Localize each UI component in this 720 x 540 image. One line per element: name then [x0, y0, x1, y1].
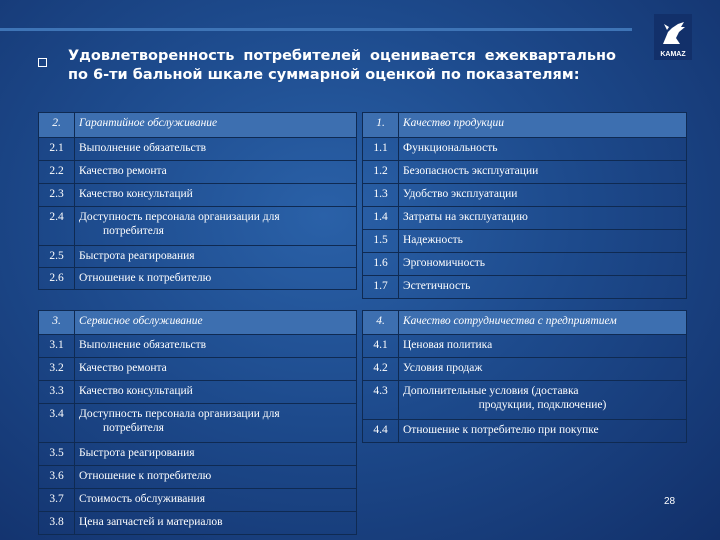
section-number: 4. [363, 311, 399, 335]
table-row [39, 335, 357, 358]
row-number: 2.6 [39, 268, 75, 290]
table-row [39, 489, 357, 512]
table-row [363, 381, 687, 420]
table-row [363, 161, 687, 184]
row-number: 3.6 [39, 466, 75, 489]
table-row [363, 207, 687, 230]
row-number: 2.5 [39, 246, 75, 268]
row-label-line: потребителя [103, 422, 164, 434]
table-header-row [363, 311, 687, 335]
table-row [39, 404, 357, 443]
product-quality-table [362, 112, 687, 299]
table-row [39, 184, 357, 207]
table-row [363, 253, 687, 276]
row-label: Выполнение обязательств [75, 138, 357, 161]
table-row [363, 420, 687, 443]
row-number: 3.7 [39, 489, 75, 512]
table-row [39, 358, 357, 381]
row-number: 1.1 [363, 138, 399, 161]
row-number: 4.1 [363, 335, 399, 358]
table-row [39, 246, 357, 268]
section-title: Сервисное обслуживание [75, 311, 357, 335]
row-label: Отношение к потребителю [75, 466, 357, 489]
table-row [363, 358, 687, 381]
row-label [75, 404, 357, 443]
row-number: 3.2 [39, 358, 75, 381]
warranty-table [38, 112, 357, 290]
row-number: 3.4 [39, 404, 75, 443]
row-label: Качество ремонта [75, 358, 357, 381]
section-title: Качество продукции [399, 113, 687, 138]
row-label: Функциональность [399, 138, 687, 161]
table-row [363, 138, 687, 161]
row-label-line: потребителя [103, 225, 164, 237]
row-number: 4.3 [363, 381, 399, 420]
section-number: 2. [39, 113, 75, 138]
row-label: Выполнение обязательств [75, 335, 357, 358]
service-table [38, 310, 357, 535]
row-number: 4.4 [363, 420, 399, 443]
kamaz-logo [654, 14, 692, 60]
table-row [39, 138, 357, 161]
table-row [39, 207, 357, 246]
row-label: Быстрота реагирования [75, 246, 357, 268]
row-label: Качество консультаций [75, 381, 357, 404]
row-label: Быстрота реагирования [75, 443, 357, 466]
row-label: Удобство эксплуатации [399, 184, 687, 207]
section-number: 1. [363, 113, 399, 138]
square-bullet-icon [38, 58, 47, 67]
section-title: Качество сотрудничества с предприятием [399, 311, 687, 335]
table-row [39, 161, 357, 184]
page-number: 28 [664, 496, 676, 507]
row-label: Отношение к потребителю [75, 268, 357, 290]
row-label: Эстетичность [399, 276, 687, 299]
row-label: Условия продаж [399, 358, 687, 381]
row-label: Качество консультаций [75, 184, 357, 207]
row-label-line: Доступность персонала организации для [79, 408, 280, 420]
table-row [363, 184, 687, 207]
row-number: 1.3 [363, 184, 399, 207]
table-header-row [363, 113, 687, 138]
top-divider-line [0, 28, 632, 31]
table-row [39, 466, 357, 489]
row-label: Отношение к потребителю при покупке [399, 420, 687, 443]
table-row [39, 381, 357, 404]
row-label: Цена запчастей и материалов [75, 512, 357, 535]
row-label [75, 207, 357, 246]
row-label-line: Доступность персонала организации для [79, 211, 280, 223]
row-number: 2.1 [39, 138, 75, 161]
table-header-row [39, 113, 357, 138]
table-row [39, 268, 357, 290]
table-row [39, 443, 357, 466]
row-number: 1.2 [363, 161, 399, 184]
row-number: 4.2 [363, 358, 399, 381]
row-label: Безопасность эксплуатации [399, 161, 687, 184]
table-row [363, 276, 687, 299]
section-title: Гарантийное обслуживание [75, 113, 357, 138]
row-number: 1.6 [363, 253, 399, 276]
row-label: Стоимость обслуживания [75, 489, 357, 512]
table-row [39, 512, 357, 535]
table-row [363, 335, 687, 358]
logo-text: KAMAZ [660, 51, 686, 58]
row-label: Качество ремонта [75, 161, 357, 184]
row-label: Эргономичность [399, 253, 687, 276]
section-number: 3. [39, 311, 75, 335]
row-label-line: Дополнительные условия (доставка [403, 385, 579, 397]
row-number: 3.3 [39, 381, 75, 404]
row-number: 2.3 [39, 184, 75, 207]
row-number: 3.8 [39, 512, 75, 535]
row-label: Ценовая политика [399, 335, 687, 358]
table-row [363, 230, 687, 253]
row-number: 1.7 [363, 276, 399, 299]
row-label [399, 381, 687, 420]
row-number: 1.5 [363, 230, 399, 253]
slide-heading: Удовлетворенность потребителей оценивается ежеквартально по 6-ти бальной шкале суммарной оценкой по показателям: [68, 48, 616, 83]
row-number: 2.2 [39, 161, 75, 184]
row-number: 3.1 [39, 335, 75, 358]
table-header-row [39, 311, 357, 335]
row-number: 1.4 [363, 207, 399, 230]
row-label: Надежность [399, 230, 687, 253]
row-number: 3.5 [39, 443, 75, 466]
cooperation-table [362, 310, 687, 443]
row-label: Затраты на эксплуатацию [399, 207, 687, 230]
row-label-line: продукции, подключение) [478, 399, 607, 411]
row-number: 2.4 [39, 207, 75, 246]
